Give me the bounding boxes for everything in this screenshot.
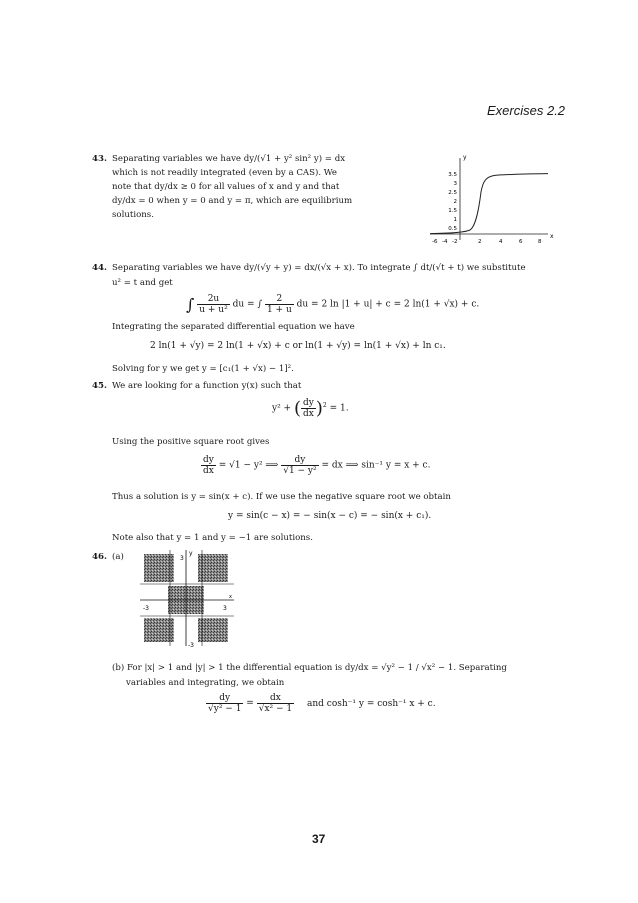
graph-43-xtick: 6 [519, 239, 523, 245]
fraction-numerator: 2u [197, 294, 229, 305]
problem-45-line-1: We are looking for a function y(x) such that [112, 381, 302, 391]
problem-46-equation [206, 693, 436, 714]
problem-43-line-4: dy/dx = 0 when y = 0 and y = π, which are equilibrium [112, 196, 353, 206]
graph-43 [426, 148, 554, 250]
graph-43-ytick: 1 [453, 217, 457, 223]
graph-43-ytick: 2.5 [448, 190, 457, 196]
problem-46-part-b-line-2: variables and integrating, we obtain [126, 678, 285, 688]
graph-43-xtick: -4 [442, 239, 448, 245]
graph-46-x-left-label: -3 [143, 605, 149, 612]
problem-43-line-2: which is not readily integrated (even by a CAS). We [112, 168, 338, 178]
problem-44-line-1: Separating variables we have dy/(√y + y) = dx/(√x + x). To integrate ∫ dt/(√t + t) we substitute [112, 263, 526, 273]
graph-46-x-label: x [229, 594, 232, 600]
fraction [201, 455, 216, 476]
fraction-denominator: u + u² [199, 305, 228, 315]
fraction-denominator: dx [303, 409, 314, 419]
problem-44-line-4: Solving for y we get y = [c₁(1 + √x) − 1]². [112, 364, 294, 374]
graph-43-ytick: 3 [453, 181, 457, 187]
fraction [281, 455, 318, 476]
problem-45-equation-1: y² + ( $\frac{dy}{dx}$ )$^2$ = 1. [272, 398, 349, 419]
problem-44-line-3: Integrating the separated differential equation we have [112, 322, 355, 332]
problem-45-line-2: Using the positive square root gives [112, 437, 270, 447]
fraction [301, 398, 316, 419]
fraction-denominator: √x² − 1 [258, 704, 293, 714]
graph-43-ytick: 2 [453, 199, 457, 205]
problem-43-line-3: note that dy/dx ≥ 0 for all values of x and y and that [112, 182, 340, 192]
graph-46-y-top-label: 3 [180, 555, 184, 562]
graph-43-solution-curve [430, 174, 548, 234]
fraction-denominator: √y² − 1 [208, 704, 242, 714]
problem-46-part-b-line-1: (b) For |x| > 1 and |y| > 1 the differential equation is dy/dx = √y² − 1 / √x² − 1. Separating [112, 663, 507, 673]
fraction [257, 693, 294, 714]
shaded-region-top-right [198, 554, 228, 582]
graph-43-x-label: x [550, 233, 554, 240]
problem-45-line-4: Note also that y = 1 and y = −1 are solutions. [112, 533, 313, 543]
graph-46-region-plot [138, 548, 238, 648]
shaded-region-bottom-left [144, 618, 174, 642]
fraction-denominator: √1 − y² [283, 466, 317, 476]
fraction-denominator: 1 + u [266, 305, 292, 315]
problem-43-number: 43. [92, 154, 107, 164]
fraction [206, 693, 243, 714]
graph-43-xtick: -2 [452, 239, 458, 245]
graph-43-ytick: 1.5 [448, 208, 457, 214]
fraction [265, 294, 294, 315]
equation-text: du = 2 ln |1 + u| + c = 2 ln(1 + √x) + c. [296, 299, 480, 310]
equation-text: y² + [272, 403, 292, 414]
fraction-denominator: dx [203, 466, 214, 476]
graph-46-x-right-label: 3 [223, 605, 227, 612]
graph-43-ytick: 3.5 [448, 172, 457, 178]
problem-46-part-a-label: (a) [112, 552, 124, 562]
graph-43-xtick: 4 [499, 239, 503, 245]
problem-43-line-1: Separating variables we have dy/(√1 + y² sin² y) = dx [112, 154, 346, 164]
equation-text: du = ∫ [232, 299, 263, 310]
equation-text: = [246, 698, 254, 709]
equation-text: = √1 − y² ⟹ [218, 460, 279, 471]
problem-45-line-3: Thus a solution is y = sin(x + c). If we use the negative square root we obtain [112, 492, 451, 502]
integral-sign: ∫ [186, 295, 195, 314]
equation-text: and cosh⁻¹ y = cosh⁻¹ x + c. [307, 698, 436, 709]
problem-45-equation-2 [201, 455, 430, 476]
fraction-numerator: 2 [265, 294, 294, 305]
fraction-numerator: dy [281, 455, 318, 466]
graph-43-y-label: y [463, 154, 467, 161]
problem-43-line-5: solutions. [112, 210, 154, 220]
fraction [197, 294, 229, 315]
fraction-numerator: dy [206, 693, 243, 704]
fraction-numerator: dy [203, 455, 214, 465]
section-header: Exercises 2.2 [487, 103, 566, 118]
shaded-region-bottom-right [198, 618, 228, 642]
fraction-numerator: dy [303, 398, 314, 408]
problem-44-equation-1 [186, 294, 479, 315]
fraction-numerator: dx [257, 693, 294, 704]
graph-43-xtick: 8 [538, 239, 542, 245]
problem-44-line-2: u² = t and get [112, 278, 173, 288]
page-number: 37 [312, 832, 326, 846]
graph-46-y-bottom-label: -3 [188, 642, 194, 648]
graph-46-y-label: y [189, 550, 193, 557]
graph-43-xtick: -6 [432, 239, 438, 245]
problem-45-equation-3: y = sin(c − x) = − sin(x − c) = − sin(x + c₁). [228, 511, 432, 521]
graph-43-ytick: 0.5 [448, 226, 457, 232]
equation-text: = dx ⟹ sin⁻¹ y = x + c. [321, 460, 431, 471]
problem-44-equation-2: 2 ln(1 + √y) = 2 ln(1 + √x) + c or ln(1 + √y) = ln(1 + √x) + ln c₁. [150, 341, 446, 351]
problem-44-number: 44. [92, 263, 107, 273]
equation-text: = 1. [329, 403, 349, 414]
graph-43-xtick: 2 [478, 239, 482, 245]
problem-46-number: 46. [92, 552, 107, 562]
shaded-region-top-left [144, 554, 174, 582]
problem-45-number: 45. [92, 381, 107, 391]
